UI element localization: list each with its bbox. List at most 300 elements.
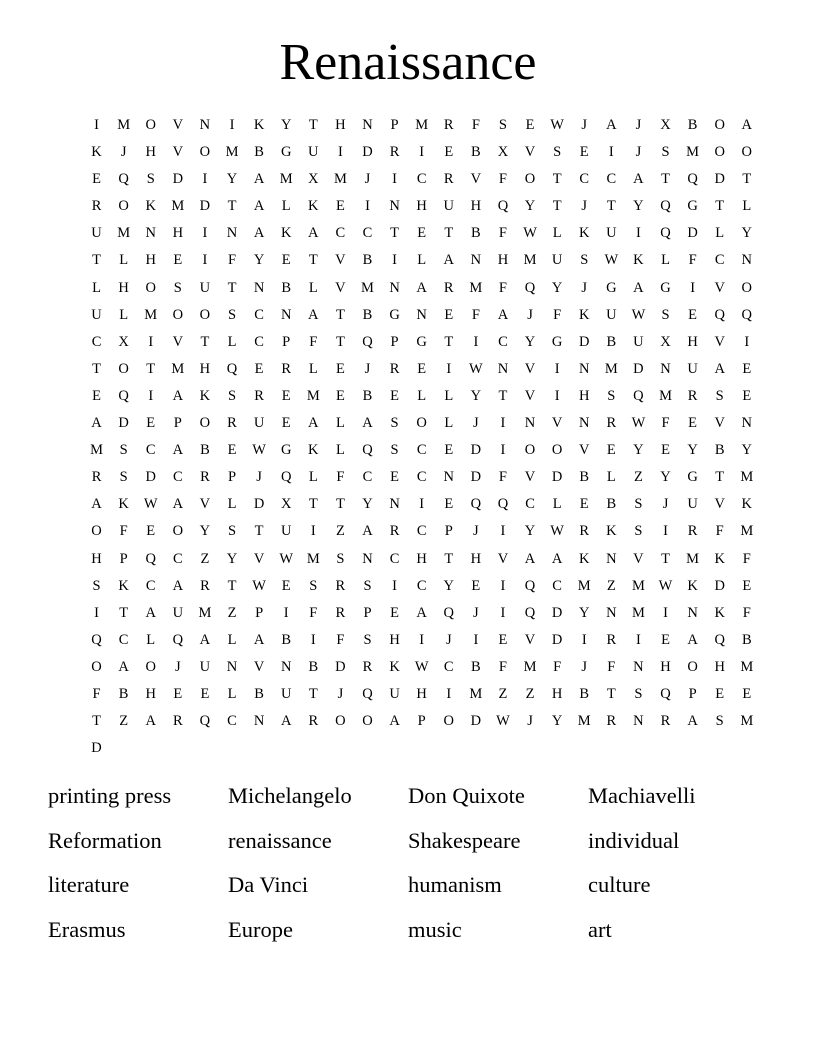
grid-letter: M — [523, 658, 537, 675]
grid-letter: O — [145, 117, 156, 133]
grid-letter: T — [92, 713, 101, 730]
grid-letter: A — [687, 631, 698, 648]
grid-letter: C — [389, 550, 400, 567]
grid-letter: I — [690, 279, 696, 296]
grid-letter: C — [172, 550, 183, 567]
grid-letter: B — [200, 442, 210, 459]
grid-letter: L — [552, 225, 562, 242]
grid-letter: D — [91, 740, 102, 757]
grid-letter: I — [283, 604, 289, 621]
grid-letter: M — [659, 387, 672, 404]
grid-letter: R — [660, 713, 671, 730]
grid-letter: J — [527, 713, 533, 730]
grid-letter: R — [91, 469, 102, 486]
grid-letter: O — [118, 198, 129, 215]
grid-letter: M — [686, 144, 700, 161]
grid-letter: J — [581, 658, 588, 675]
grid-letter: F — [498, 225, 507, 242]
grid-letter: W — [604, 252, 619, 269]
grid-letter: J — [256, 469, 262, 486]
grid-letter: J — [581, 198, 588, 215]
grid-letter: J — [364, 360, 371, 377]
grid-letter: A — [633, 279, 644, 296]
grid-letter: H — [470, 550, 482, 567]
grid-letter: I — [148, 333, 154, 350]
grid-letter: S — [634, 496, 643, 513]
word-list-item: humanism — [408, 872, 502, 897]
grid-letter: J — [635, 144, 642, 161]
grid-letter: R — [335, 604, 346, 621]
grid-letter: M — [415, 117, 429, 133]
grid-letter: Q — [118, 387, 129, 404]
grid-letter: W — [631, 415, 646, 432]
grid-letter: N — [606, 550, 617, 567]
grid-letter: N — [741, 415, 753, 432]
grid-letter: Z — [498, 685, 508, 702]
grid-letter: W — [469, 360, 483, 377]
grid-letter: N — [633, 713, 644, 730]
grid-letter: D — [687, 225, 698, 242]
grid-letter: Q — [362, 333, 373, 350]
grid-letter: T — [606, 685, 616, 702]
grid-letter: S — [634, 523, 643, 540]
grid-letter: S — [363, 577, 372, 594]
grid-letter: N — [389, 279, 400, 296]
grid-letter: N — [687, 604, 698, 621]
grid-letter: V — [199, 496, 211, 513]
grid-letter: Z — [200, 550, 210, 567]
grid-letter: B — [579, 469, 590, 486]
word-list-item: printing press — [48, 783, 172, 808]
grid-letter: M — [144, 306, 158, 323]
grid-letter: T — [119, 604, 129, 621]
grid-letter: P — [444, 523, 453, 540]
grid-letter: S — [227, 306, 237, 323]
grid-letter: B — [362, 252, 373, 269]
grid-letter: F — [498, 171, 507, 188]
grid-letter: C — [145, 577, 156, 594]
grid-letter: P — [173, 415, 182, 432]
grid-letter: F — [119, 523, 128, 540]
grid-letter: P — [227, 469, 237, 486]
grid-letter: X — [660, 333, 671, 350]
word-list-item: Reformation — [48, 827, 162, 853]
grid-letter: F — [553, 306, 562, 323]
grid-letter: F — [309, 604, 318, 621]
grid-letter: Q — [497, 198, 509, 215]
grid-letter: H — [172, 225, 184, 242]
grid-letter: L — [146, 631, 156, 648]
grid-letter: E — [444, 496, 454, 513]
grid-letter: L — [227, 631, 237, 648]
grid-letter: F — [661, 415, 670, 432]
grid-letter: N — [606, 604, 617, 621]
grid-letter: Z — [606, 577, 616, 594]
grid-letter: T — [254, 523, 264, 540]
grid-letter: M — [117, 225, 131, 242]
grid-letter: I — [581, 631, 587, 648]
grid-letter: T — [552, 198, 562, 215]
grid-letter: K — [714, 550, 725, 567]
grid-letter: D — [470, 469, 482, 486]
grid-letter: K — [687, 577, 698, 594]
grid-letter: A — [443, 252, 454, 269]
grid-letter: U — [172, 604, 184, 621]
word-list-item: renaissance — [228, 827, 332, 853]
grid-letter: J — [473, 415, 479, 432]
grid-letter: A — [172, 577, 184, 594]
grid-letter: P — [119, 550, 128, 567]
grid-letter: S — [498, 117, 507, 133]
grid-letter: A — [253, 631, 265, 648]
grid-letter: C — [416, 442, 427, 459]
grid-letter: N — [389, 496, 400, 513]
grid-letter: Y — [226, 171, 238, 188]
grid-letter: I — [663, 604, 668, 621]
grid-letter: A — [172, 442, 184, 459]
grid-letter: D — [470, 442, 482, 459]
grid-letter: K — [253, 117, 265, 133]
grid-letter: W — [550, 117, 564, 133]
grid-letter: N — [362, 117, 373, 133]
grid-letter: L — [335, 442, 345, 459]
grid-letter: K — [714, 604, 725, 621]
grid-letter: N — [660, 360, 671, 377]
grid-letter: A — [145, 713, 156, 730]
grid-letter: K — [578, 306, 590, 323]
grid-letter: Z — [525, 685, 535, 702]
grid-letter: M — [361, 279, 374, 296]
grid-letter: Q — [443, 604, 454, 621]
grid-letter: A — [416, 279, 427, 296]
grid-letter: Y — [551, 713, 563, 730]
grid-letter: M — [577, 577, 591, 594]
grid-letter: E — [742, 685, 752, 702]
grid-letter: E — [254, 360, 264, 377]
grid-letter: D — [633, 360, 644, 377]
grid-letter: A — [308, 306, 319, 323]
grid-letter: I — [94, 604, 99, 621]
word-list — [48, 781, 768, 959]
grid-letter: T — [742, 171, 752, 188]
grid-letter: F — [607, 658, 616, 675]
grid-letter: R — [389, 144, 400, 161]
grid-letter: X — [497, 144, 509, 161]
grid-letter: N — [470, 252, 482, 269]
grid-letter: E — [281, 577, 291, 594]
grid-letter: R — [200, 577, 210, 594]
grid-letter: D — [362, 144, 373, 161]
grid-letter: D — [578, 333, 590, 350]
grid-letter: Q — [118, 171, 129, 188]
grid-letter: I — [337, 144, 343, 161]
word-list-item: individual — [588, 827, 680, 853]
grid-letter: V — [714, 496, 725, 513]
grid-letter: B — [281, 279, 292, 296]
grid-letter: I — [419, 144, 425, 161]
grid-letter: S — [309, 577, 318, 594]
grid-letter: O — [172, 523, 184, 540]
grid-letter: C — [498, 333, 508, 350]
grid-letter: G — [280, 144, 292, 161]
grid-letter: N — [145, 225, 156, 242]
grid-letter: C — [91, 333, 102, 350]
grid-letter: R — [606, 713, 617, 730]
grid-letter: I — [148, 387, 154, 404]
grid-letter: U — [389, 685, 400, 702]
grid-letter: Q — [714, 631, 725, 648]
grid-letter: L — [92, 279, 101, 296]
grid-letter: E — [471, 577, 481, 594]
grid-letter: K — [308, 198, 319, 215]
grid-letter: Q — [660, 685, 671, 702]
grid-letter: E — [335, 387, 345, 404]
grid-letter: E — [146, 415, 156, 432]
grid-letter: E — [715, 685, 725, 702]
grid-letter: R — [281, 360, 292, 377]
grid-letter: E — [335, 198, 345, 215]
grid-letter: B — [471, 144, 481, 161]
grid-letter: W — [631, 306, 646, 323]
grid-letter: G — [551, 333, 563, 350]
grid-letter: I — [446, 685, 452, 702]
grid-letter: R — [389, 360, 400, 377]
grid-letter: Y — [633, 198, 644, 215]
word-list-item: Don Quixote — [408, 783, 525, 808]
word-list-item: literature — [48, 872, 130, 897]
page-title: Renaissance — [279, 34, 537, 91]
grid-letter: S — [661, 306, 670, 323]
grid-letter: V — [524, 387, 536, 404]
grid-letter: A — [308, 225, 319, 242]
grid-letter: L — [308, 360, 318, 377]
grid-letter: V — [253, 658, 265, 675]
grid-letter: R — [200, 469, 210, 486]
grid-letter: S — [119, 469, 128, 486]
grid-letter: T — [444, 550, 454, 567]
grid-letter: W — [496, 713, 510, 730]
grid-letter: B — [362, 306, 373, 323]
grid-letter: R — [308, 713, 319, 730]
grid-letter: I — [636, 225, 641, 242]
grid-letter: X — [118, 333, 129, 350]
grid-letter: Y — [687, 442, 698, 459]
grid-letter: C — [416, 469, 427, 486]
grid-letter: H — [118, 279, 129, 296]
grid-letter: T — [498, 387, 508, 404]
grid-letter: F — [471, 117, 480, 133]
grid-letter: I — [202, 225, 208, 242]
grid-letter: V — [470, 171, 482, 188]
grid-letter: E — [200, 685, 210, 702]
grid-letter: I — [608, 144, 614, 161]
grid-letter: O — [118, 360, 129, 377]
grid-letter: M — [279, 171, 293, 188]
grid-letter: K — [118, 577, 129, 594]
grid-letter: G — [416, 333, 427, 350]
grid-letter: T — [606, 198, 616, 215]
grid-letter: T — [227, 198, 237, 215]
grid-letter: E — [742, 577, 752, 594]
grid-letter: E — [606, 442, 616, 459]
grid-letter: N — [416, 306, 427, 323]
grid-letter: M — [306, 387, 320, 404]
grid-letter: C — [335, 225, 346, 242]
grid-letter: D — [253, 496, 265, 513]
grid-letter: T — [715, 198, 725, 215]
grid-letter: D — [335, 658, 346, 675]
grid-letter: D — [199, 198, 211, 215]
word-list-item: Shakespeare — [408, 827, 521, 853]
grid-letter: V — [253, 550, 265, 567]
grid-letter: S — [363, 631, 372, 648]
grid-letter: Y — [660, 469, 671, 486]
grid-letter: O — [172, 306, 184, 323]
grid-letter: U — [91, 225, 102, 242]
grid-letter: R — [227, 415, 237, 432]
grid-letter: N — [389, 198, 400, 215]
grid-letter: I — [500, 415, 506, 432]
grid-letter: J — [445, 631, 452, 648]
grid-letter: W — [523, 225, 537, 242]
grid-letter: H — [416, 550, 427, 567]
grid-letter: W — [143, 496, 158, 513]
grid-letter: H — [416, 198, 427, 215]
grid-letter: J — [473, 523, 479, 540]
grid-letter: R — [443, 117, 454, 133]
grid-letter: G — [687, 469, 698, 486]
grid-letter: B — [118, 685, 129, 702]
grid-letter: V — [524, 469, 536, 486]
grid-letter: D — [470, 713, 482, 730]
grid-letter: E — [417, 225, 427, 242]
grid-letter: I — [663, 523, 668, 540]
grid-letter: L — [227, 685, 237, 702]
grid-letter: E — [281, 252, 291, 269]
grid-letter: S — [390, 415, 399, 432]
grid-letter: X — [308, 171, 319, 188]
grid-letter: H — [335, 117, 346, 133]
grid-letter: R — [172, 713, 183, 730]
grid-letter: S — [661, 144, 670, 161]
grid-letter: B — [362, 387, 373, 404]
word-list-item: Michelangelo — [228, 783, 352, 808]
grid-letter: Q — [660, 225, 671, 242]
grid-letter: Z — [227, 604, 237, 621]
grid-letter: U — [91, 306, 102, 323]
grid-letter: S — [715, 387, 724, 404]
grid-letter: K — [145, 198, 156, 215]
grid-letter: C — [552, 577, 562, 594]
grid-letter: T — [227, 577, 237, 594]
grid-letter: L — [661, 252, 670, 269]
grid-letter: O — [416, 415, 427, 432]
grid-letter: Y — [524, 523, 536, 540]
grid-letter: U — [606, 306, 617, 323]
grid-letter: O — [199, 415, 211, 432]
grid-letter: N — [253, 279, 265, 296]
grid-letter: L — [552, 496, 562, 513]
grid-letter: U — [280, 523, 292, 540]
grid-letter: O — [687, 658, 698, 675]
grid-letter: L — [715, 225, 725, 242]
grid-letter: C — [254, 333, 264, 350]
grid-letter: O — [443, 713, 454, 730]
grid-letter: L — [417, 387, 427, 404]
grid-letter: J — [337, 685, 344, 702]
grid-letter: Y — [551, 279, 563, 296]
grid-letter: L — [444, 387, 454, 404]
grid-letter: U — [199, 658, 211, 675]
grid-letter: Y — [741, 225, 753, 242]
grid-letter: O — [199, 144, 211, 161]
grid-letter: M — [523, 252, 537, 269]
grid-letter: K — [280, 225, 292, 242]
grid-letter: I — [202, 252, 208, 269]
grid-letter: F — [742, 550, 751, 567]
grid-letter: O — [335, 713, 346, 730]
grid-letter: U — [606, 225, 617, 242]
grid-letter: U — [551, 252, 563, 269]
grid-letter: Z — [335, 523, 345, 540]
grid-letter: V — [551, 415, 563, 432]
grid-letter: K — [741, 496, 753, 513]
grid-letter: T — [335, 496, 345, 513]
grid-letter: H — [470, 198, 482, 215]
grid-letter: S — [227, 387, 237, 404]
grid-letter: I — [392, 577, 397, 594]
grid-letter: O — [714, 144, 725, 161]
grid-letter: Q — [226, 360, 238, 377]
grid-letter: Q — [497, 496, 509, 513]
grid-letter: K — [91, 144, 102, 161]
grid-letter: L — [606, 469, 616, 486]
grid-letter: W — [279, 550, 294, 567]
grid-letter: L — [308, 469, 318, 486]
grid-letter: K — [308, 442, 319, 459]
grid-letter: Y — [578, 604, 590, 621]
grid-letter: Q — [633, 387, 644, 404]
grid-letter: D — [551, 604, 563, 621]
grid-letter: T — [444, 225, 454, 242]
grid-letter: Y — [470, 387, 482, 404]
grid-letter: A — [606, 117, 617, 133]
grid-letter: O — [145, 279, 156, 296]
grid-letter: B — [606, 333, 617, 350]
grid-letter: R — [254, 387, 264, 404]
grid-letter: U — [308, 144, 319, 161]
grid-letter: G — [280, 442, 292, 459]
grid-letter: A — [524, 550, 536, 567]
grid-letter: S — [580, 252, 589, 269]
grid-letter: O — [199, 306, 211, 323]
grid-letter: R — [443, 279, 454, 296]
grid-letter: N — [280, 306, 292, 323]
grid-letter: H — [714, 658, 725, 675]
grid-letter: E — [227, 442, 237, 459]
grid-letter: C — [443, 658, 454, 675]
grid-letter: Y — [443, 577, 454, 594]
grid-letter: F — [742, 604, 751, 621]
grid-letter: T — [92, 252, 101, 269]
grid-letter: E — [661, 631, 670, 648]
word-list-item: music — [408, 916, 462, 942]
letter-grid — [83, 114, 760, 764]
grid-letter: V — [172, 144, 184, 161]
grid-letter: E — [390, 387, 399, 404]
grid-letter: M — [225, 144, 239, 161]
grid-letter: A — [362, 523, 373, 540]
